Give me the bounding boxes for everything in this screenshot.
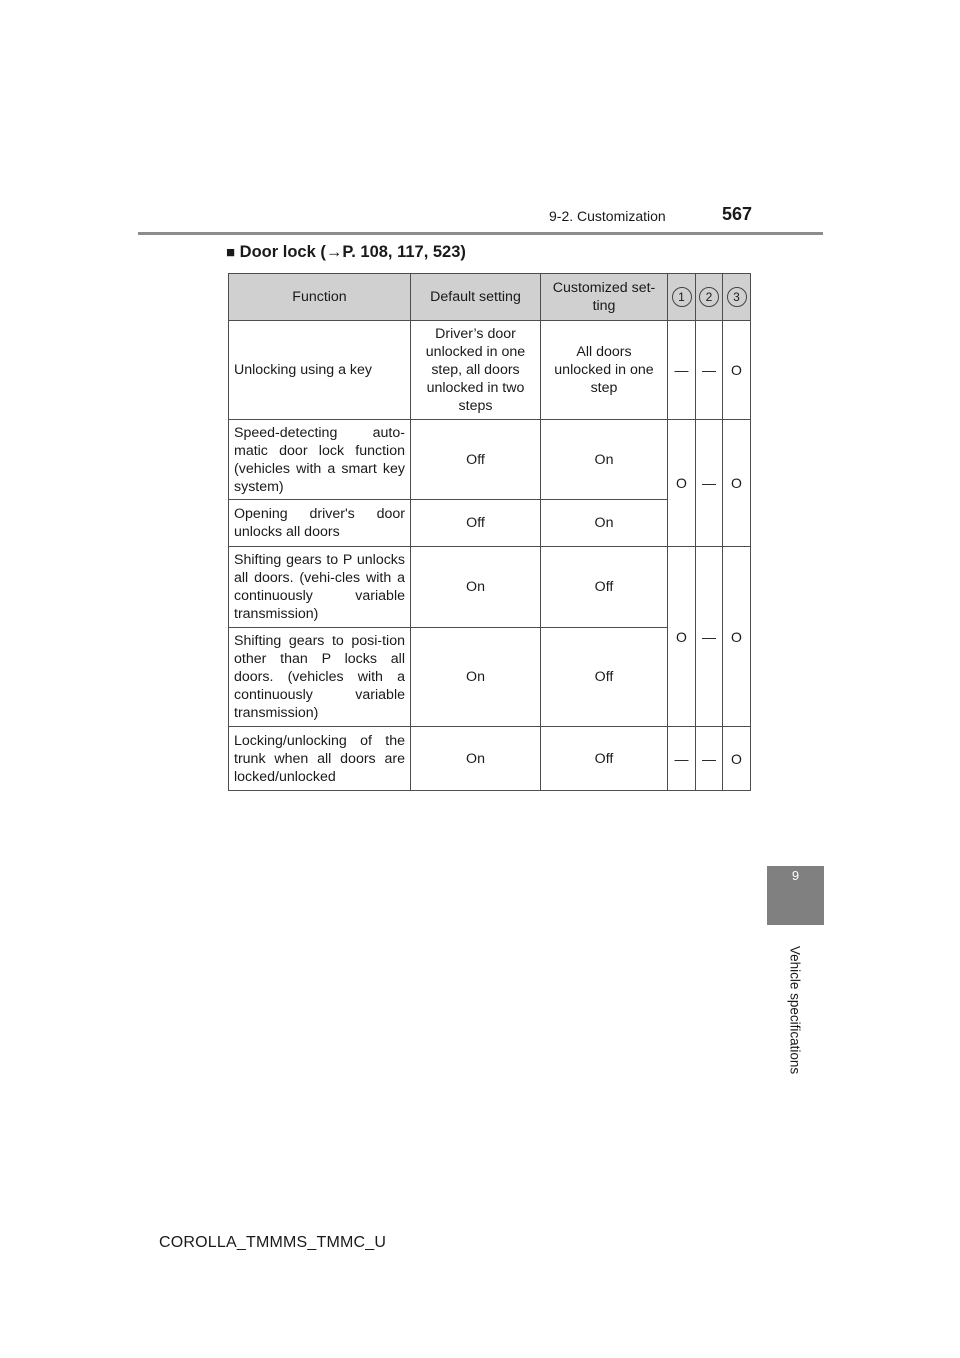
default-cell: Off xyxy=(411,500,541,547)
customized-cell: Off xyxy=(541,727,668,791)
chapter-label: Vehicle specifications xyxy=(787,945,803,1075)
function-cell: Shifting gears to posi-tion other than P locks all doors. (vehicles with a continuously variable transmission) xyxy=(229,628,411,727)
table-header-row xyxy=(229,274,751,321)
col3-cell: O xyxy=(723,321,751,420)
col2-cell: — xyxy=(696,727,723,791)
door-lock-table xyxy=(228,273,751,791)
customized-cell: On xyxy=(541,420,668,500)
chapter-tab xyxy=(767,866,824,925)
table-row xyxy=(229,547,751,628)
chapter-number: 9 xyxy=(791,868,800,883)
col-header-customized: Customized set-ting xyxy=(541,274,668,321)
col2-cell: — xyxy=(696,321,723,420)
col-header-1 xyxy=(668,274,696,321)
section-header: 9-2. Customization xyxy=(549,208,666,224)
default-cell: On xyxy=(411,727,541,791)
col3-cell: O xyxy=(723,727,751,791)
section-title xyxy=(226,243,466,262)
col3-cell: O xyxy=(723,547,751,727)
page-number: 567 xyxy=(722,204,753,224)
col1-cell: — xyxy=(668,321,696,420)
customized-cell: On xyxy=(541,500,668,547)
customized-cell: All doors unlocked in one step xyxy=(541,321,668,420)
header-divider xyxy=(138,232,823,235)
circled-1-icon: 1 xyxy=(672,287,692,307)
function-cell: Speed-detecting auto-matic door lock function (vehicles with a smart key system) xyxy=(229,420,411,500)
default-cell: Off xyxy=(411,420,541,500)
circled-2-icon: 2 xyxy=(699,287,719,307)
col-header-default: Default setting xyxy=(411,274,541,321)
default-cell: Driver’s door unlocked in one step, all doors unlocked in two steps xyxy=(411,321,541,420)
default-cell: On xyxy=(411,628,541,727)
table-row xyxy=(229,420,751,500)
col3-cell: O xyxy=(723,420,751,547)
col-header-2 xyxy=(696,274,723,321)
arrow-icon: → xyxy=(325,243,343,261)
square-bullet-icon: ■ xyxy=(226,244,236,261)
function-cell: Unlocking using a key xyxy=(229,321,411,420)
col1-cell: O xyxy=(668,420,696,547)
function-cell: Opening driver's door unlocks all doors xyxy=(229,500,411,547)
customized-cell: Off xyxy=(541,547,668,628)
col1-cell: — xyxy=(668,727,696,791)
col2-cell: — xyxy=(696,547,723,727)
col-header-function: Function xyxy=(229,274,411,321)
default-cell: On xyxy=(411,547,541,628)
section-title-text: Door lock ( xyxy=(239,243,326,261)
circled-3-icon: 3 xyxy=(727,287,747,307)
table-row xyxy=(229,727,751,791)
col-header-3 xyxy=(723,274,751,321)
table-row xyxy=(229,321,751,420)
function-cell: Locking/unlocking of the trunk when all doors are locked/unlocked xyxy=(229,727,411,791)
col2-cell: — xyxy=(696,420,723,547)
document-id: COROLLA_TMMMS_TMMC_U xyxy=(159,1234,387,1251)
function-cell: Shifting gears to P unlocks all doors. (vehi-cles with a continuously variable transmission) xyxy=(229,547,411,628)
customized-cell: Off xyxy=(541,628,668,727)
section-title-refs: P. 108, 117, 523) xyxy=(342,243,466,261)
col1-cell: O xyxy=(668,547,696,727)
